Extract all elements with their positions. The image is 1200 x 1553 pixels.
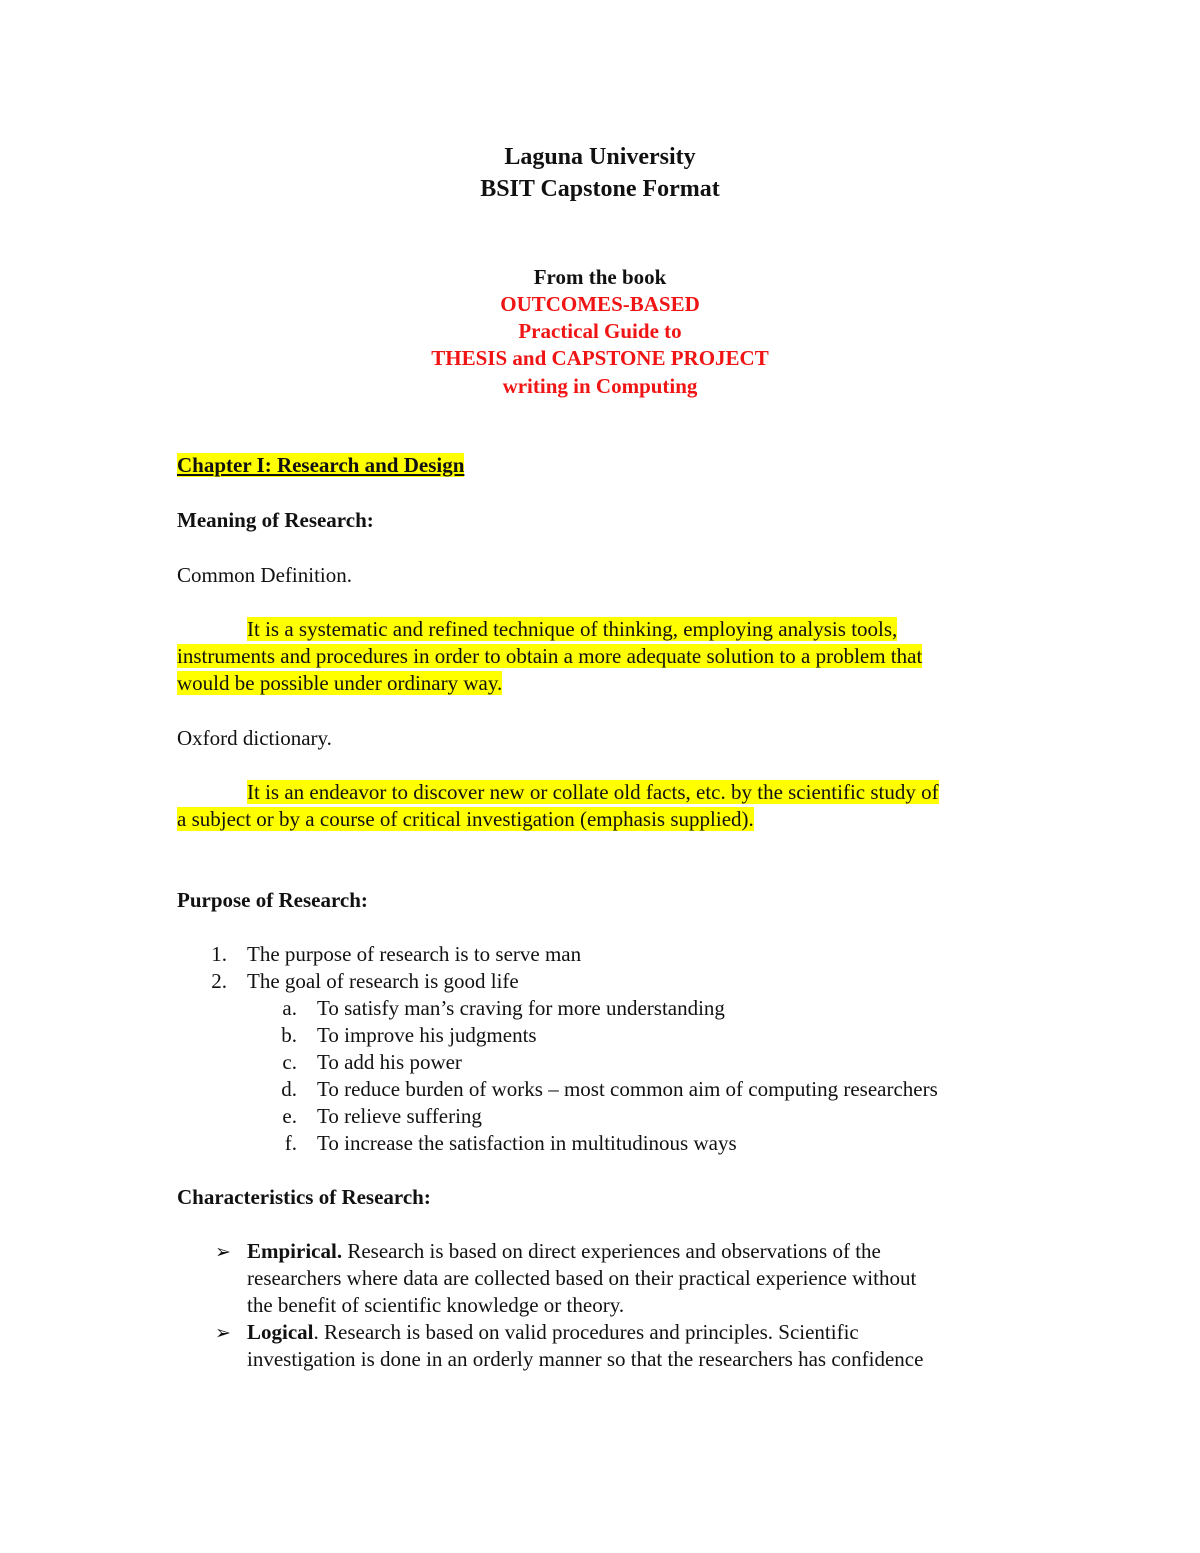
characteristic-line: the benefit of scientific knowledge or theory. — [247, 1293, 625, 1317]
list-number: 2. — [211, 969, 227, 993]
oxford-definition-line — [247, 780, 939, 805]
common-definition-line — [177, 644, 922, 669]
highlighted-text: would be possible under ordinary way. — [177, 671, 503, 695]
characteristic-text: Research is based on direct experiences and observations of the — [347, 1239, 881, 1263]
chapter-heading — [177, 453, 464, 478]
sub-list-item — [0, 1023, 1200, 1049]
book-title-line-2: Practical Guide to — [518, 319, 682, 343]
sub-list-letter: b. — [281, 1023, 297, 1047]
list-item — [0, 969, 1200, 995]
sub-list-text: To reduce burden of works – most common aim of computing researchers — [317, 1077, 938, 1101]
characteristic-line — [247, 1239, 881, 1264]
sub-list-text: To increase the satisfaction in multitudinous ways — [317, 1131, 737, 1155]
sub-list-text: To improve his judgments — [317, 1023, 537, 1047]
sub-list-letter: f. — [284, 1131, 297, 1155]
oxford-definition-line — [177, 807, 754, 832]
sub-list-item — [0, 1131, 1200, 1157]
characteristic-line: researchers where data are collected based on their practical experience without — [247, 1266, 917, 1290]
common-definition-label: Common Definition. — [177, 563, 352, 587]
common-definition-line — [177, 671, 502, 696]
highlighted-text: instruments and procedures in order to obtain a more adequate solution to a problem that — [177, 644, 923, 668]
book-title-line-3: THESIS and CAPSTONE PROJECT — [431, 346, 769, 370]
characteristic-text: . Research is based on valid procedures and principles. Scientific — [313, 1320, 859, 1344]
characteristic-term: Logical — [247, 1320, 314, 1344]
arrowhead-bullet-icon: ➢ — [215, 1322, 231, 1344]
characteristics-heading: Characteristics of Research: — [177, 1185, 431, 1209]
format-title: BSIT Capstone Format — [480, 176, 720, 202]
sub-list-item — [0, 1104, 1200, 1130]
chapter-heading-text: Chapter I: Research and Design — [177, 453, 465, 477]
sub-list-item — [0, 1077, 1200, 1103]
book-title-line-1: OUTCOMES-BASED — [500, 292, 700, 316]
sub-list-letter: d. — [281, 1077, 297, 1101]
characteristic-line: investigation is done in an orderly manner so that the researchers has confidence — [247, 1347, 924, 1371]
list-item — [0, 942, 1200, 968]
highlighted-text: It is a systematic and refined technique of thinking, employing analysis tools, — [247, 617, 898, 641]
from-book-label: From the book — [533, 265, 667, 289]
list-number: 1. — [211, 942, 227, 966]
arrowhead-bullet-icon: ➢ — [215, 1241, 231, 1263]
sub-list-letter: e. — [282, 1104, 297, 1128]
university-title: Laguna University — [504, 144, 696, 170]
sub-list-letter: a. — [282, 996, 297, 1020]
highlighted-text: It is an endeavor to discover new or collate old facts, etc. by the scientific study of — [247, 780, 939, 804]
meaning-heading: Meaning of Research: — [177, 508, 374, 532]
common-definition-line — [247, 617, 897, 642]
characteristic-line — [247, 1320, 859, 1345]
sub-list-item — [0, 996, 1200, 1022]
sub-list-text: To add his power — [317, 1050, 462, 1074]
characteristic-term: Empirical. — [247, 1239, 343, 1263]
sub-list-letter: c. — [282, 1050, 297, 1074]
oxford-definition-label: Oxford dictionary. — [177, 726, 332, 750]
highlighted-text: a subject or by a course of critical investigation (emphasis supplied). — [177, 807, 754, 831]
sub-list-text: To relieve suffering — [317, 1104, 482, 1128]
book-title-line-4: writing in Computing — [502, 374, 698, 398]
sub-list-item — [0, 1050, 1200, 1076]
sub-list-text: To satisfy man’s craving for more understanding — [317, 996, 725, 1020]
list-item-text: The purpose of research is to serve man — [247, 942, 582, 966]
purpose-heading: Purpose of Research: — [177, 888, 368, 912]
list-item-text: The goal of research is good life — [247, 969, 519, 993]
